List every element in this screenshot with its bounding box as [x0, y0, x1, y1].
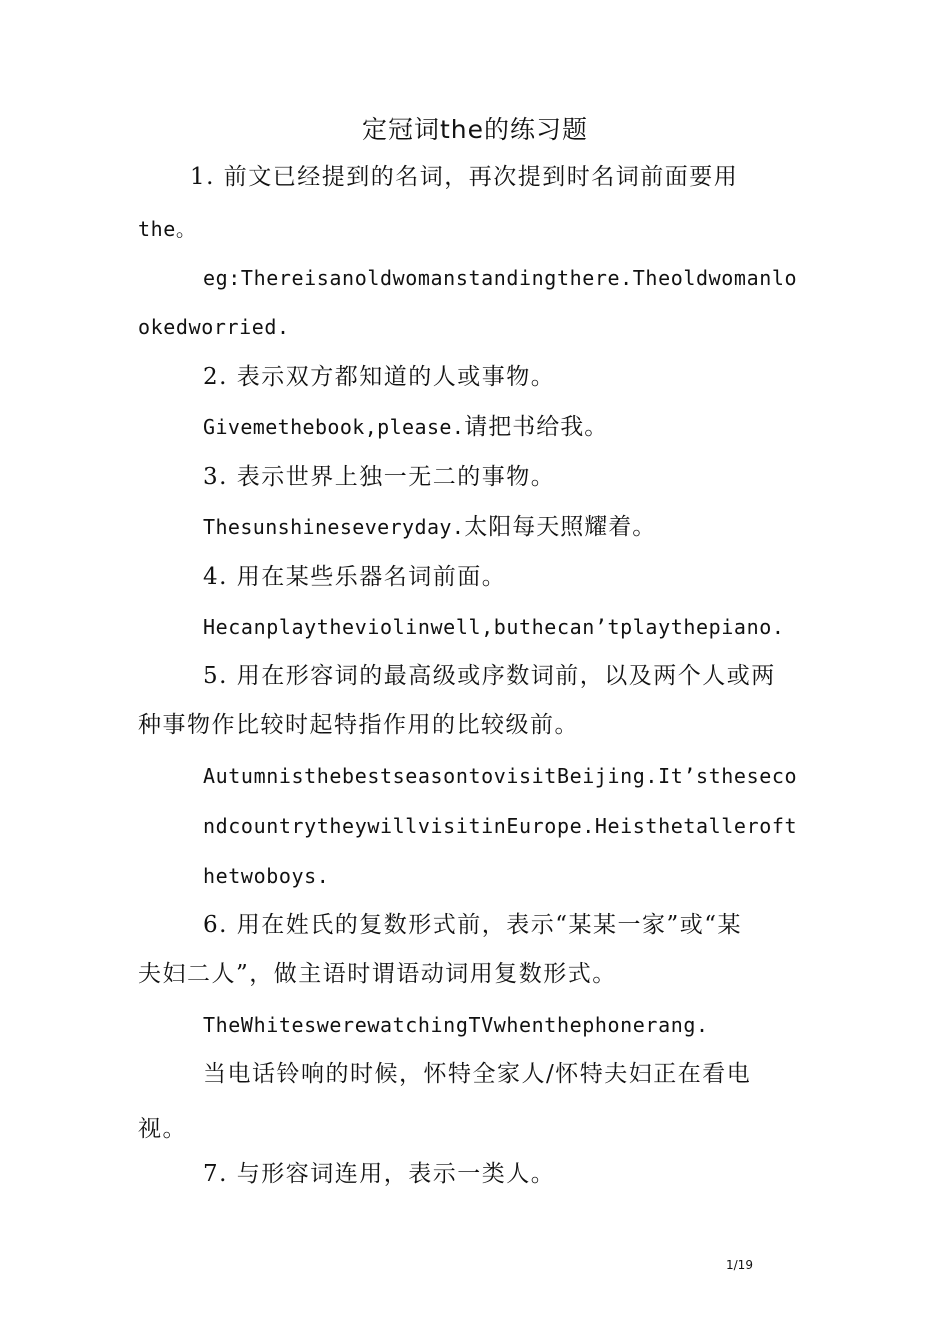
- example-6-chinese-line-2: 视。: [138, 1116, 187, 1142]
- example-1-line-2: okedworried.: [138, 315, 290, 339]
- rule-1-line-1: 1. 前文已经提到的名词，再次提到时名词前面要用: [190, 164, 739, 190]
- rule-5-line-1: 5. 用在形容词的最高级或序数词前，以及两个人或两: [203, 663, 776, 689]
- rule-7: 7. 与形容词连用，表示一类人。: [203, 1161, 556, 1187]
- example-2-english: Givemethebook,please.: [203, 415, 465, 439]
- example-2: [203, 410, 608, 444]
- rule-6-line-2: 夫妇二人”，做主语时谓语动词用复数形式。: [138, 961, 617, 987]
- example-4: Hecanplaytheviolinwell,buthecan’tplaythepiano.: [203, 615, 785, 639]
- example-1-line-1: eg:Thereisanoldwomanstandingthere.Theoldwomanlo: [203, 266, 798, 290]
- example-5-line-1: AutumnisthebestseasontovisitBeijing.It’sthesecо: [203, 764, 798, 788]
- example-2-chinese: 请把书给我。: [464, 414, 609, 440]
- example-5-line-2: ndcountrytheywillvisitinEurope.Heisthetalleroft: [203, 814, 798, 838]
- rule-1-line-2: the。: [138, 217, 197, 241]
- rule-6-line-1: 6. 用在姓氏的复数形式前，表示“某某一家”或“某: [203, 912, 743, 938]
- example-3-chinese: 太阳每天照耀着。: [464, 514, 657, 540]
- example-3: [203, 510, 656, 544]
- example-3-english: Thesunshineseveryday.: [203, 515, 465, 539]
- rule-4: 4. 用在某些乐器名词前面。: [203, 564, 507, 590]
- page-number: 1/19: [726, 1258, 753, 1272]
- example-5-line-3: hetwoboys.: [203, 864, 330, 888]
- rule-5-line-2: 种事物作比较时起特指作用的比较级前。: [138, 712, 579, 738]
- example-6-english: TheWhiteswerewatchingTVwhenthephonerang.: [203, 1013, 709, 1037]
- example-6-chinese-line-1: 当电话铃响的时候，怀特全家人/怀特夫妇正在看电: [203, 1061, 752, 1087]
- rule-3: 3. 表示世界上独一无二的事物。: [203, 464, 556, 490]
- document-title: 定冠词the的练习题: [361, 115, 589, 144]
- rule-2: 2. 表示双方都知道的人或事物。: [203, 364, 556, 390]
